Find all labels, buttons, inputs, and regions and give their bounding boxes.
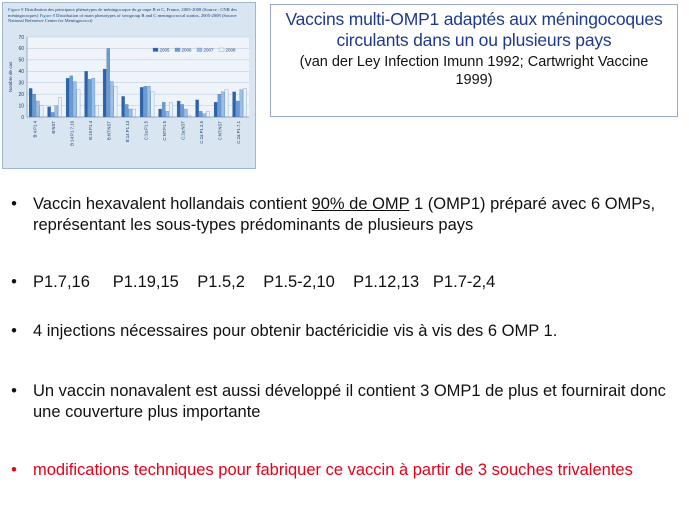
bullet-text-start: Vaccin hexavalent hollandais contient: [33, 195, 312, 213]
legend-swatch: [219, 48, 224, 52]
bar: [132, 109, 135, 117]
bar: [77, 90, 80, 117]
bar: [236, 101, 239, 117]
bar: [240, 90, 243, 117]
bar: [88, 79, 91, 117]
figure-caption-text-fr: Distribution des principaux phénotypes de méningocoque du gr oupe B et C, France, 2005-2008: [24, 7, 202, 12]
figure-caption-source-en: (Source: National Reference Center for Meningococci): [8, 12, 238, 24]
bullet-marker: •: [11, 195, 17, 213]
bar: [196, 100, 199, 117]
bar: [48, 107, 51, 117]
bar: [214, 102, 217, 117]
y-tick-label: 10: [18, 103, 24, 110]
bar: [162, 102, 165, 117]
y-tick-label: 50: [18, 57, 24, 64]
slide-title: Vaccins multi-OMP1 adaptés aux méningocoques circulants dans un ou plusieurs pays: [285, 9, 663, 50]
y-tick-label: 40: [18, 69, 24, 76]
bar: [92, 78, 95, 117]
legend-label: 2005: [159, 47, 170, 53]
legend-label: 2007: [203, 47, 214, 53]
legend-label: 2008: [225, 47, 236, 53]
x-tick-label: B:14:P1.7,16: [69, 121, 75, 146]
legend-swatch: [153, 48, 158, 52]
bar: [233, 92, 236, 117]
figure-caption-label-en: Figure 8: [39, 12, 55, 18]
bar: [29, 88, 32, 117]
bar: [103, 69, 106, 117]
bar: [55, 106, 58, 117]
bar: [36, 101, 39, 117]
bar: [203, 114, 206, 117]
x-tick-label: B:NST: [50, 121, 56, 134]
y-tick-label: 0: [21, 114, 24, 121]
bar: [218, 94, 221, 117]
bar: [181, 104, 184, 117]
figure-panel: [2, 2, 256, 169]
bar: [122, 96, 125, 117]
bar: [129, 109, 132, 117]
underlined-percentage: 90% de OMP: [311, 195, 410, 213]
bullet-marker: •: [11, 322, 17, 340]
bar: [184, 109, 187, 117]
bar: [147, 86, 150, 117]
y-tick-label: 60: [18, 46, 24, 53]
x-tick-label: C:2a:P1.5: [143, 121, 149, 141]
x-tick-label: C:NT:NST: [217, 121, 223, 141]
bar: [225, 90, 228, 117]
bar: [58, 98, 61, 117]
y-tick-label: 20: [18, 91, 24, 98]
x-tick-label: B:14:P1.13: [124, 121, 130, 143]
bullet-text: modifications techniques pour fabriquer ce vaccin à partir de 3 souches trivalentes: [33, 461, 633, 479]
bar: [73, 82, 76, 117]
bar: [85, 71, 88, 117]
bar: [125, 104, 128, 117]
bullet-text: P1.7,16 P1.19,15 P1.5,2 P1.5-2,10 P1.12,13 P1.7-2,4: [33, 273, 496, 291]
bar: [110, 82, 113, 117]
x-tick-label: C:2a:P1.7,1: [235, 121, 241, 144]
bar: [199, 111, 202, 117]
bar: [107, 48, 110, 117]
bullet-text-end: 1 (OMP1) préparé avec 6 OMPs, représentant les sous-types prédominants de plusieurs pays: [33, 195, 660, 234]
bar: [243, 88, 246, 117]
bar: [151, 92, 154, 117]
bar: [70, 76, 73, 117]
x-tick-label: C:2a:P1.2,5: [198, 121, 204, 144]
legend-swatch: [197, 48, 202, 52]
bullet-text: 4 injections nécessaires pour obtenir bactéricidie vis à vis des 6 OMP 1.: [33, 322, 558, 340]
y-tick-label: 30: [18, 80, 24, 87]
y-tick-label: 70: [18, 34, 24, 41]
bar: [95, 106, 98, 117]
bar: [40, 106, 43, 117]
legend-label: 2006: [181, 47, 192, 53]
x-tick-label: C:NT:P1.5: [161, 121, 167, 141]
bar: [177, 101, 180, 117]
bullet-text: Un vaccin nonavalent est aussi développé il contient 3 OMP1 de plus et fournirait donc une couverture plus importante: [33, 382, 671, 421]
slide-title-reference: (van der Ley Infection Imunn 1992; Cartwright Vaccine 1999): [299, 54, 649, 88]
bullet-marker: •: [11, 382, 17, 400]
bullet-marker: •: [11, 461, 17, 479]
y-axis-label: Nombre de cas: [8, 61, 13, 93]
figure-caption-source-fr: (Source : CNR des méningocoques): [8, 7, 238, 18]
bar: [221, 92, 224, 117]
bar: [166, 111, 169, 117]
bar: [114, 86, 117, 117]
bar: [169, 102, 172, 117]
x-tick-label: B:4:P1.4: [32, 121, 38, 138]
bar: [33, 94, 36, 117]
x-tick-label: B:NT:NST: [106, 121, 112, 141]
legend-swatch: [175, 48, 180, 52]
slide-title-box: [270, 4, 678, 117]
x-tick-label: B:15:P1.4: [87, 121, 93, 140]
bullet-marker: •: [11, 273, 17, 291]
bar: [206, 111, 209, 117]
bullet-text: [33, 194, 683, 236]
bar: [51, 112, 54, 117]
figure-caption-label-fr: Figure 8: [8, 7, 24, 12]
figure-caption-text-en: Distribution of main phenotypes of serogroup B and C meningococcal strains, 2005-2008: [56, 12, 221, 18]
bar: [140, 87, 143, 117]
bar-chart: [3, 3, 255, 168]
x-tick-label: C:2a:NST: [180, 121, 186, 140]
bar: [66, 78, 69, 117]
bar: [159, 109, 162, 117]
bar: [144, 86, 147, 117]
